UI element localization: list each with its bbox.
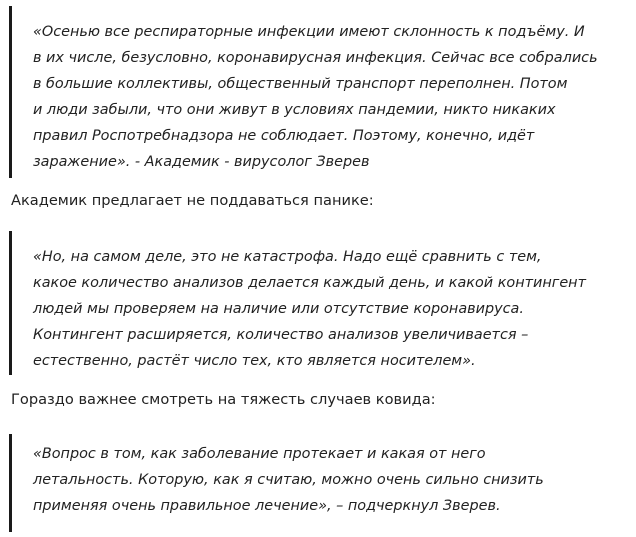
quote-line: людей мы проверяем на наличие или отсутствие коронавируса.	[33, 301, 524, 317]
quote-line: правил Роспотребнадзора не соблюдает. Поэтому, конечно, идёт	[33, 128, 535, 144]
quote-line: «Вопрос в том, как заболевание протекает и какая от него	[33, 446, 486, 462]
quote-line: «Осенью все респираторные инфекции имеют склонность к подъёму. И	[33, 24, 585, 40]
blockquote-lethality	[0, 434, 636, 532]
quote-line: в большие коллективы, общественный транспорт переполнен. Потом	[33, 76, 568, 92]
paragraph-panic: Академик предлагает не поддаваться панике:	[11, 192, 374, 209]
quote-line: и люди забыли, что они живут в условиях пандемии, никто никаких	[33, 102, 556, 118]
blockquote-academic-statement	[0, 6, 636, 178]
quote-line: в их числе, безусловно, коронавирусная инфекция. Сейчас все собрались	[33, 50, 598, 66]
blockquote-text	[33, 19, 623, 175]
blockquote-not-catastrophe	[0, 231, 636, 375]
quote-line: «Но, на самом деле, это не катастрофа. Надо ещё сравнить с тем,	[33, 249, 542, 265]
quote-line: заражение». - Академик - вирусолог Зверев	[33, 154, 370, 170]
quote-line: летальность. Которую, как я считаю, можно очень сильно снизить	[33, 472, 544, 488]
blockquote-text	[33, 244, 623, 374]
quote-line: какое количество анализов делается каждый день, и какой контингент	[33, 275, 586, 291]
quote-line: Контингент расширяется, количество анализов увеличивается –	[33, 327, 529, 343]
quote-line: применяя очень правильное лечение», – подчеркнул Зверев.	[33, 498, 501, 514]
blockquote-bar	[9, 231, 12, 375]
blockquote-bar	[9, 6, 12, 178]
quote-line: естественно, растёт число тех, кто является носителем».	[33, 353, 476, 369]
blockquote-text	[33, 441, 623, 519]
blockquote-bar	[9, 434, 12, 532]
paragraph-severity: Гораздо важнее смотреть на тяжесть случаев ковида:	[11, 391, 436, 408]
